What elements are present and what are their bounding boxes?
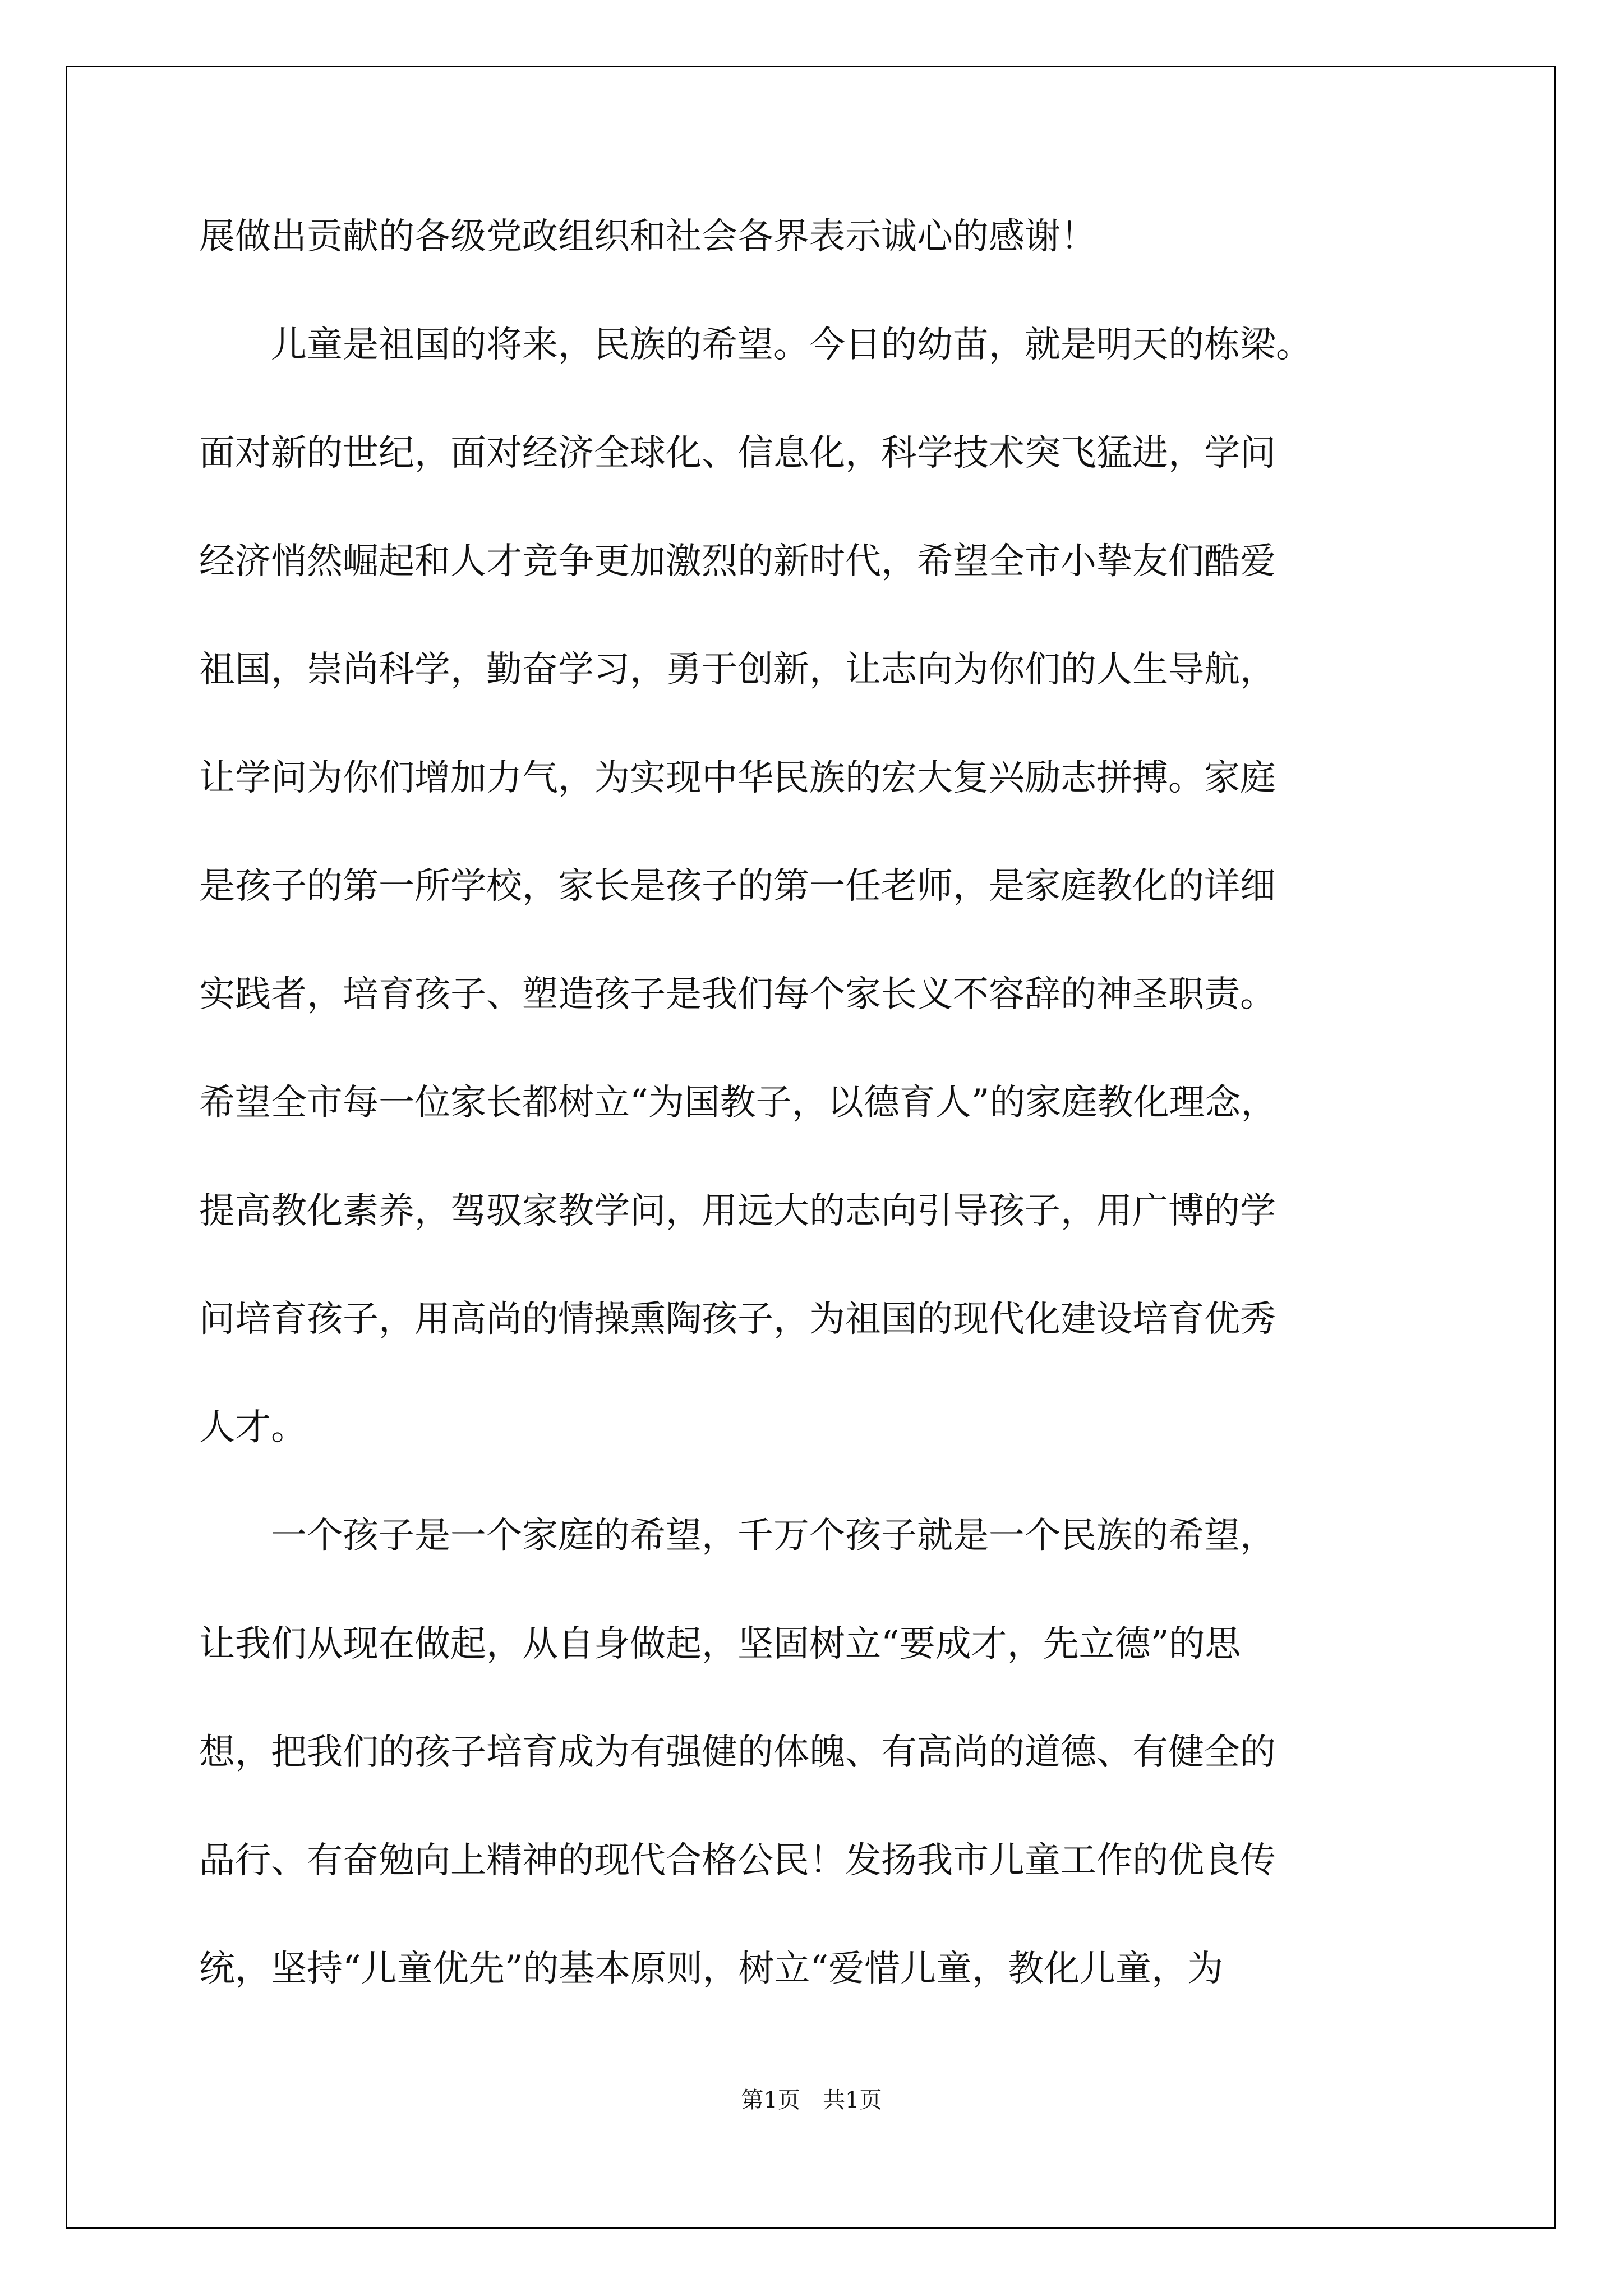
text-line: 希望全市每一位家长都树立“为国教子，以德育人”的家庭教化理念， — [199, 1082, 1277, 1124]
text-line: 展做出贡献的各级党政组织和社会各界表示诚心的感谢！ — [199, 216, 1096, 257]
page-number-footer: 第1页 共1页 — [741, 2087, 882, 2113]
text-line: 人才。 — [199, 1407, 307, 1448]
text-line: 让我们从现在做起，从自身做起，坚固树立“要成才，先立德”的思 — [199, 1623, 1241, 1665]
text-line: 儿童是祖国的将来，民族的希望。今日的幼苗，就是明天的栋梁。 — [199, 324, 1312, 366]
text-line: 想，把我们的孩子培育成为有强健的体魄、有高尚的道德、有健全的 — [199, 1732, 1276, 1773]
text-line: 一个孩子是一个家庭的希望，千万个孩子就是一个民族的希望， — [199, 1515, 1276, 1557]
text-line: 问培育孩子，用高尚的情操熏陶孩子，为祖国的现代化建设培育优秀 — [199, 1299, 1276, 1340]
text-line: 经济悄然崛起和人才竞争更加激烈的新时代，希望全市小挚友们酷爱 — [199, 541, 1276, 582]
text-line: 实践者，培育孩子、塑造孩子是我们每个家长义不容辞的神圣职责。 — [199, 974, 1276, 1015]
page-border — [66, 66, 1556, 2229]
text-line: 品行、有奋勉向上精神的现代合格公民！发扬我市儿童工作的优良传 — [199, 1840, 1276, 1881]
text-line: 提高教化素养，驾驭家教学问，用远大的志向引导孩子，用广博的学 — [199, 1190, 1276, 1232]
text-line: 让学问为你们增加力气，为实现中华民族的宏大复兴励志拼搏。家庭 — [199, 757, 1276, 799]
text-line: 统，坚持“儿童优先”的基本原则，树立“爱惜儿童，教化儿童，为 — [199, 1948, 1224, 1990]
text-line: 面对新的世纪，面对经济全球化、信息化，科学技术突飞猛进，学问 — [199, 432, 1276, 474]
text-line: 是孩子的第一所学校，家长是孩子的第一任老师，是家庭教化的详细 — [199, 866, 1276, 907]
text-line: 祖国，崇尚科学，勤奋学习，勇于创新，让志向为你们的人生导航， — [199, 649, 1276, 691]
